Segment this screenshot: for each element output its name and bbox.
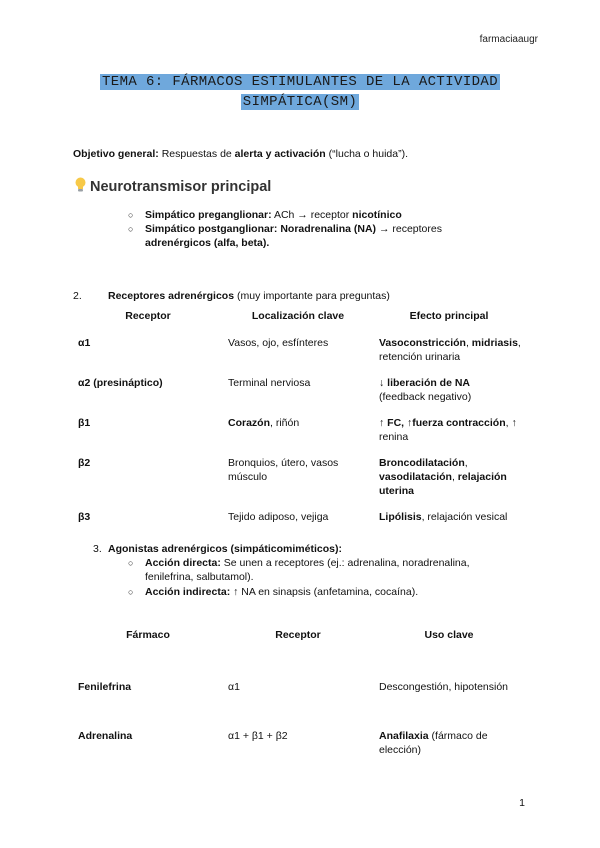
header-site-name: farmaciaaugr (479, 34, 538, 45)
effect-bold: ↓ liberación de NA (379, 377, 471, 389)
cell-receptor: α1 + β1 + β2 (228, 730, 288, 742)
cell-location (228, 456, 356, 484)
effect-text-2: , (451, 471, 458, 483)
effect-bold-2: midriasis (471, 337, 518, 349)
objective-line (73, 148, 408, 160)
col-header-effect: Efecto principal (409, 310, 489, 322)
objective-emphasis: alerta y activación (234, 148, 326, 160)
effect-bold-2: vasodilatación (379, 471, 452, 483)
circle-bullet-icon: ○ (128, 587, 134, 597)
effect-text: , (464, 457, 468, 469)
title-line-2: SIMPÁTICA(SM) (242, 94, 358, 110)
effect-text: (feedback negativo) (379, 391, 472, 403)
col-header-use: Uso clave (424, 629, 474, 641)
effect-text-2: , retención urinaria (379, 337, 521, 363)
cell-receptor: β1 (78, 417, 91, 429)
section-number: 2. (73, 290, 82, 302)
location-text: Tejido adiposo, vejiga (228, 511, 329, 523)
effect-bold: Vasoconstricción (379, 337, 466, 349)
cell-drug: Fenilefrina (78, 681, 132, 693)
item-text: ACh → receptor (271, 209, 353, 221)
cell-location (228, 416, 363, 430)
circle-bullet-icon: ○ (128, 210, 134, 220)
location-text: Bronquios, útero, vasos músculo (228, 457, 339, 483)
location-text: Terminal nerviosa (228, 377, 311, 389)
effect-bold: ↑ FC, ↑fuerza contracción (379, 417, 506, 429)
cell-location (228, 510, 363, 524)
title-line-1: TEMA 6: FÁRMACOS ESTIMULANTES DE LA ACTIVIDAD (101, 74, 499, 90)
item-text: Se unen a receptores (ej.: adrenalina, noradrenalina, fenilefrina, salbutamol). (145, 557, 470, 583)
col-header-drug: Fármaco (126, 629, 170, 641)
item-text: ↑ NA en sinapsis (anfetamina, cocaína). (230, 586, 419, 598)
cell-receptor: β3 (78, 511, 91, 523)
location-text: Vasos, ojo, esfínteres (228, 337, 329, 349)
use-text: Descongestión, hipotensión (379, 681, 509, 693)
item-bold: Simpático preganglionar: (145, 209, 272, 221)
cell-effect (379, 416, 527, 444)
receptors-title: Receptores adrenérgicos (108, 290, 235, 302)
circle-bullet-icon: ○ (128, 558, 134, 568)
page-number: 1 (519, 797, 525, 809)
use-bold: Anafilaxia (379, 730, 429, 742)
item-bold-2: adrenérgicos (alfa, beta). (145, 237, 270, 249)
effect-text: , relajación vesical (421, 511, 508, 523)
objective-text: Respuestas de (158, 148, 235, 160)
effect-text: , (465, 337, 472, 349)
item-bold: Acción directa: (145, 557, 221, 569)
effect-text: , ↑ renina (379, 417, 517, 443)
cell-receptor: α1 (78, 337, 91, 349)
item-text: → receptores (376, 223, 442, 235)
cell-location (228, 336, 363, 350)
agonists-heading: Agonistas adrenérgicos (simpáticomiméticos): (108, 543, 342, 555)
col-header-receptor: Receptor (125, 310, 171, 322)
item-bold: Simpático postganglionar: Noradrenalina (NA) (145, 223, 377, 235)
receptors-heading (108, 290, 390, 302)
lightbulb-icon (74, 177, 90, 196)
section-number: 3. (93, 543, 102, 555)
col-header-location: Localización clave (251, 310, 345, 322)
page-title (70, 72, 530, 112)
objective-label: Objetivo general: (73, 148, 159, 160)
neurotransmitter-title: Neurotransmisor principal (90, 179, 272, 195)
cell-drug: Adrenalina (78, 730, 133, 742)
cell-effect (379, 456, 527, 498)
location-text: , riñón (270, 417, 300, 429)
cell-receptor: β2 (78, 457, 91, 469)
cell-effect (379, 336, 527, 364)
effect-bold: Lipólisis (379, 511, 422, 523)
cell-effect (379, 510, 527, 524)
circle-bullet-icon: ○ (128, 224, 134, 234)
item-bold: Acción indirecta: (145, 586, 231, 598)
effect-bold: Broncodilatación (379, 457, 465, 469)
cell-receptor: α2 (presináptico) (78, 377, 163, 389)
cell-receptor: α1 (228, 681, 240, 693)
col-header-receptor: Receptor (275, 629, 321, 641)
neurotransmitter-heading (74, 176, 271, 195)
cell-use (379, 729, 509, 757)
item-bold-2: nicotínico (352, 209, 402, 221)
objective-text-end: (“lucha o huida”). (325, 148, 409, 160)
use-text: (fármaco de elección) (379, 730, 488, 756)
effect-bold-3: relajación uterina (379, 471, 507, 497)
cell-use (379, 680, 527, 694)
location-bold: Corazón (228, 417, 270, 429)
receptors-note: (muy importante para preguntas) (234, 290, 390, 302)
cell-effect (379, 376, 519, 404)
cell-location (228, 376, 363, 390)
